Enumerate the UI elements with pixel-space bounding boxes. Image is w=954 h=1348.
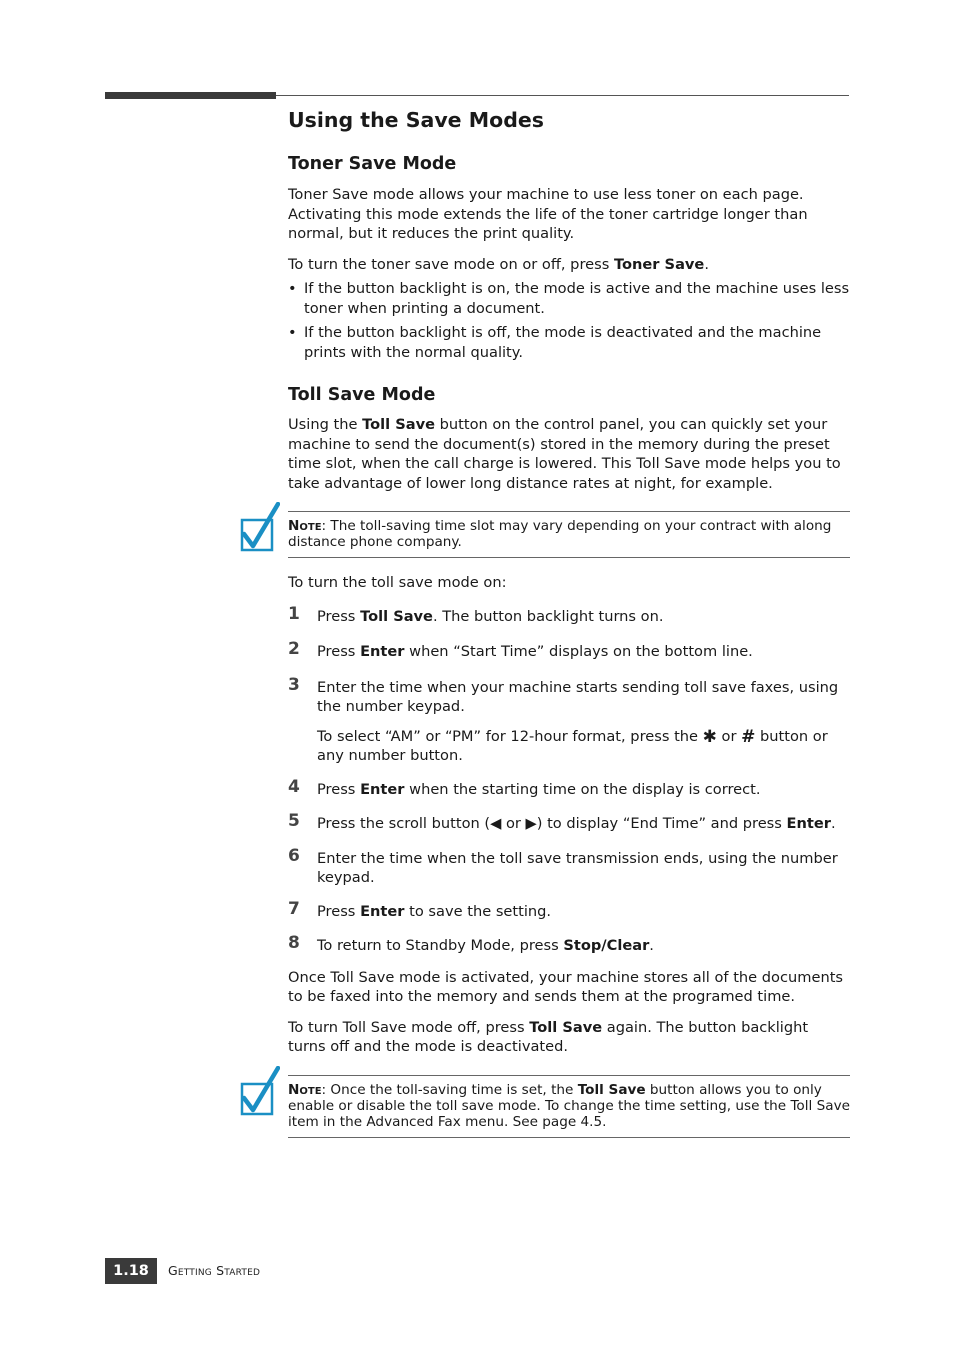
step-3-sub: To select “AM” or “PM” for 12-hour format, press the ✱ or # button or any number button. bbox=[317, 726, 828, 764]
checkmark-note-icon bbox=[238, 1066, 280, 1118]
list-item: • If the button backlight is on, the mode is active and the machine uses less toner when printing a document. bbox=[288, 280, 850, 317]
step-8: 8 To return to Standby Mode, press Stop/Clear. bbox=[288, 933, 654, 954]
step-1: 1 Press Toll Save. The button backlight turns on. bbox=[288, 603, 664, 625]
list-item: • If the button backlight is off, the mode is deactivated and the machine prints with the normal quality. bbox=[288, 324, 822, 361]
toll-activated: Once Toll Save mode is activated, your machine stores all of the documents to be faxed into the memory and sends them at the programed time. bbox=[288, 968, 844, 1005]
note-text: Note: The toll-saving time slot may vary depending on your contract with along distance phone company. bbox=[288, 518, 832, 550]
toll-heading: Toll Save Mode bbox=[288, 385, 436, 405]
note-text: Note: Once the toll-saving time is set, the Toll Save button allows you to only enable or disable the toll save mode. To change the time setting, use the Toll Save item in the Advanced Fax menu. See page 4.5. bbox=[288, 1081, 850, 1130]
step-5: 5 Press the scroll button (◀ or ▶) to display “End Time” and press Enter. bbox=[288, 811, 836, 832]
note-toll-setting bbox=[288, 1075, 850, 1138]
toner-bullets bbox=[288, 279, 850, 362]
toll-intro: Using the Toll Save button on the control panel, you can quickly set your machine to send the document(s) stored in the memory during the preset time slot, when the call charge is lowered. This Toll Save mode helps you to take advantage of lower long distance rates at night, for example. bbox=[288, 416, 841, 492]
step-2: 2 Press Enter when “Start Time” displays on the bottom line. bbox=[288, 639, 753, 660]
page-title: Using the Save Modes bbox=[288, 108, 544, 132]
step-4: 4 Press Enter when the starting time on the display is correct. bbox=[288, 776, 761, 798]
step-7: 7 Press Enter to save the setting. bbox=[288, 898, 552, 920]
toner-turn: To turn the toner save mode on or off, press Toner Save. bbox=[288, 255, 709, 273]
page-content bbox=[288, 106, 850, 1138]
toll-turn-on: To turn the toll save mode on: bbox=[288, 574, 507, 591]
toll-turn-off: To turn Toll Save mode off, press Toll Save again. The button backlight turns off and the mode is deactivated. bbox=[288, 1018, 809, 1055]
checkmark-note-icon bbox=[238, 502, 280, 554]
footer-section-title: Getting Started bbox=[168, 1263, 261, 1278]
toner-heading: Toner Save Mode bbox=[288, 154, 457, 174]
toner-intro: Toner Save mode allows your machine to use less toner on each page. Activating this mode extends the life of the toner cartridge longer than normal, but it reduces the print quality. bbox=[288, 186, 808, 242]
step-3: 3 Enter the time when your machine starts sending toll save faxes, using the number keypad. To select “AM” or “PM” for 12-hour format, press the ✱ or # button or any number button. bbox=[288, 678, 850, 766]
page-number-badge: 1.18 bbox=[105, 1258, 157, 1284]
header-rule-thin bbox=[276, 95, 849, 96]
star-key-icon: ✱ bbox=[702, 726, 717, 747]
step-6: 6 Enter the time when the toll save transmission ends, using the number keypad. bbox=[288, 845, 838, 886]
note-toll-slot bbox=[288, 511, 850, 558]
hash-key-icon: # bbox=[741, 726, 756, 747]
header-rule-thick bbox=[105, 92, 276, 99]
